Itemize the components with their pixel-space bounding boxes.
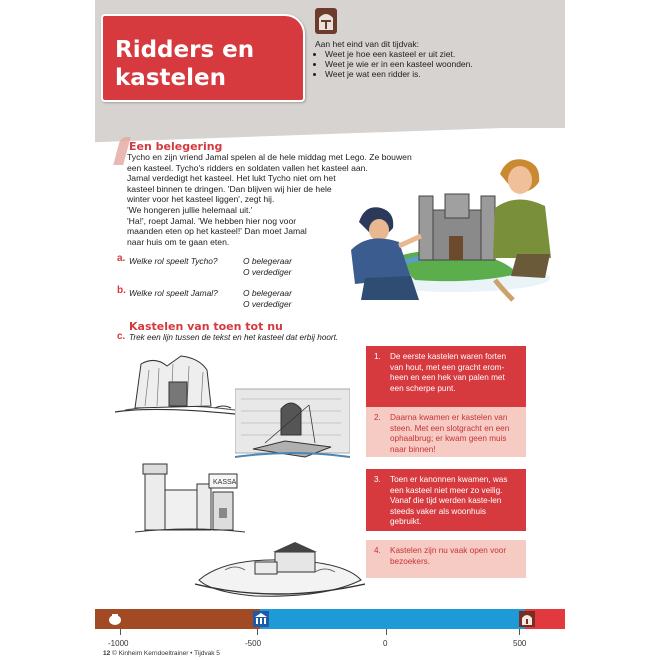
- knight-helmet-icon: [315, 8, 337, 34]
- workbook-page: [95, 0, 565, 660]
- question-letter-c: c.: [117, 331, 126, 342]
- matching-card-4[interactable]: 4. Kastelen zijn nu vaak open voor bezoekers.: [366, 540, 526, 578]
- option-checkbox[interactable]: O belegeraar: [243, 256, 292, 266]
- option-checkbox[interactable]: O verdediger: [243, 267, 292, 277]
- title-box: [101, 14, 305, 102]
- goals-list: [315, 49, 473, 79]
- page-footer: [103, 650, 220, 657]
- option-checkbox[interactable]: O belegeraar: [243, 288, 292, 298]
- timeline-label: -500: [245, 639, 262, 648]
- goals-intro: Aan het eind van dit tijdvak:: [315, 39, 419, 49]
- stone-castle-drawbridge-illustration: [235, 385, 350, 465]
- goal-item: • Weet je wie er in een kasteel woonden.: [325, 59, 473, 69]
- knight-helmet-icon: [519, 611, 535, 627]
- timeline-segment-antiquity: [260, 609, 525, 629]
- instruction-text: Trek een lijn tussen de tekst en het kasteel dat erbij hoort.: [129, 333, 339, 342]
- goal-item: • Weet je wat een ridder is.: [325, 69, 473, 79]
- temple-icon: [253, 611, 269, 627]
- modern-castle-on-island-illustration: [195, 540, 365, 600]
- timeline-label: -1000: [108, 639, 129, 648]
- timeline-label: 500: [513, 639, 527, 648]
- question-b-text: Welke rol speelt Jamal?: [129, 288, 218, 298]
- matching-card-1[interactable]: 1. De eerste kastelen waren forten van hout, met een gracht erom-heen en een hek van palen met een scherpe punt.: [366, 346, 526, 408]
- section-title-kastelen: Kastelen van toen tot nu: [129, 320, 283, 333]
- question-letter-b: b.: [117, 285, 126, 296]
- pot-icon: [107, 611, 123, 627]
- castle-with-kassa-illustration: [135, 458, 245, 538]
- question-a-options: [243, 256, 292, 278]
- timeline-label: 0: [383, 639, 388, 648]
- goal-item: • Weet je hoe een kasteel er uit ziet.: [325, 49, 473, 59]
- boys-lego-castle-illustration: [345, 150, 555, 305]
- matching-card-3[interactable]: 3. Toen er kanonnen kwamen, was een kasteel niet meer zo veilig. Vanaf die tijd werden kaste-len steeds vaker als woonhuis gebruikt.: [366, 469, 526, 531]
- question-letter-a: a.: [117, 253, 126, 264]
- page-title: Ridders en kastelen: [115, 37, 255, 91]
- option-checkbox[interactable]: O verdediger: [243, 299, 292, 309]
- page-number: 12: [103, 650, 111, 657]
- section-title-belegering: Een belegering: [129, 140, 223, 153]
- kassa-sign: KASSA: [213, 479, 237, 486]
- wooden-fort-illustration: [115, 348, 245, 418]
- story-text: Tycho en zijn vriend Jamal spelen al de hele middag met Lego. Ze bouwen een kasteel. Tycho's ridders en soldaten vallen het kasteel aan. Jamal verdedigt het kasteel. Het lukt Tycho niet om het kasteel binnen te dringen. 'Dan blijven wij hier de hele winter voor het kasteel liggen', zegt hij. 'We hongeren jullie helemaal uit.' 'Ha!', roept Jamal. 'We hebben hier nog voor maanden eten op het kasteel!' Dan moet Jamal naar huis om te gaan eten.: [127, 152, 412, 247]
- footer-text: © Kinheim Kerndoeltrainer • Tijdvak 5: [112, 650, 220, 657]
- question-b-options: [243, 288, 292, 310]
- matching-card-2[interactable]: 2. Daarna kwamen er kastelen van steen. Met een slotgracht en een ophaalbrug; er kwam geen muis naar binnen!: [366, 407, 526, 457]
- timeline: [95, 605, 565, 648]
- question-a-text: Welke rol speelt Tycho?: [129, 256, 218, 266]
